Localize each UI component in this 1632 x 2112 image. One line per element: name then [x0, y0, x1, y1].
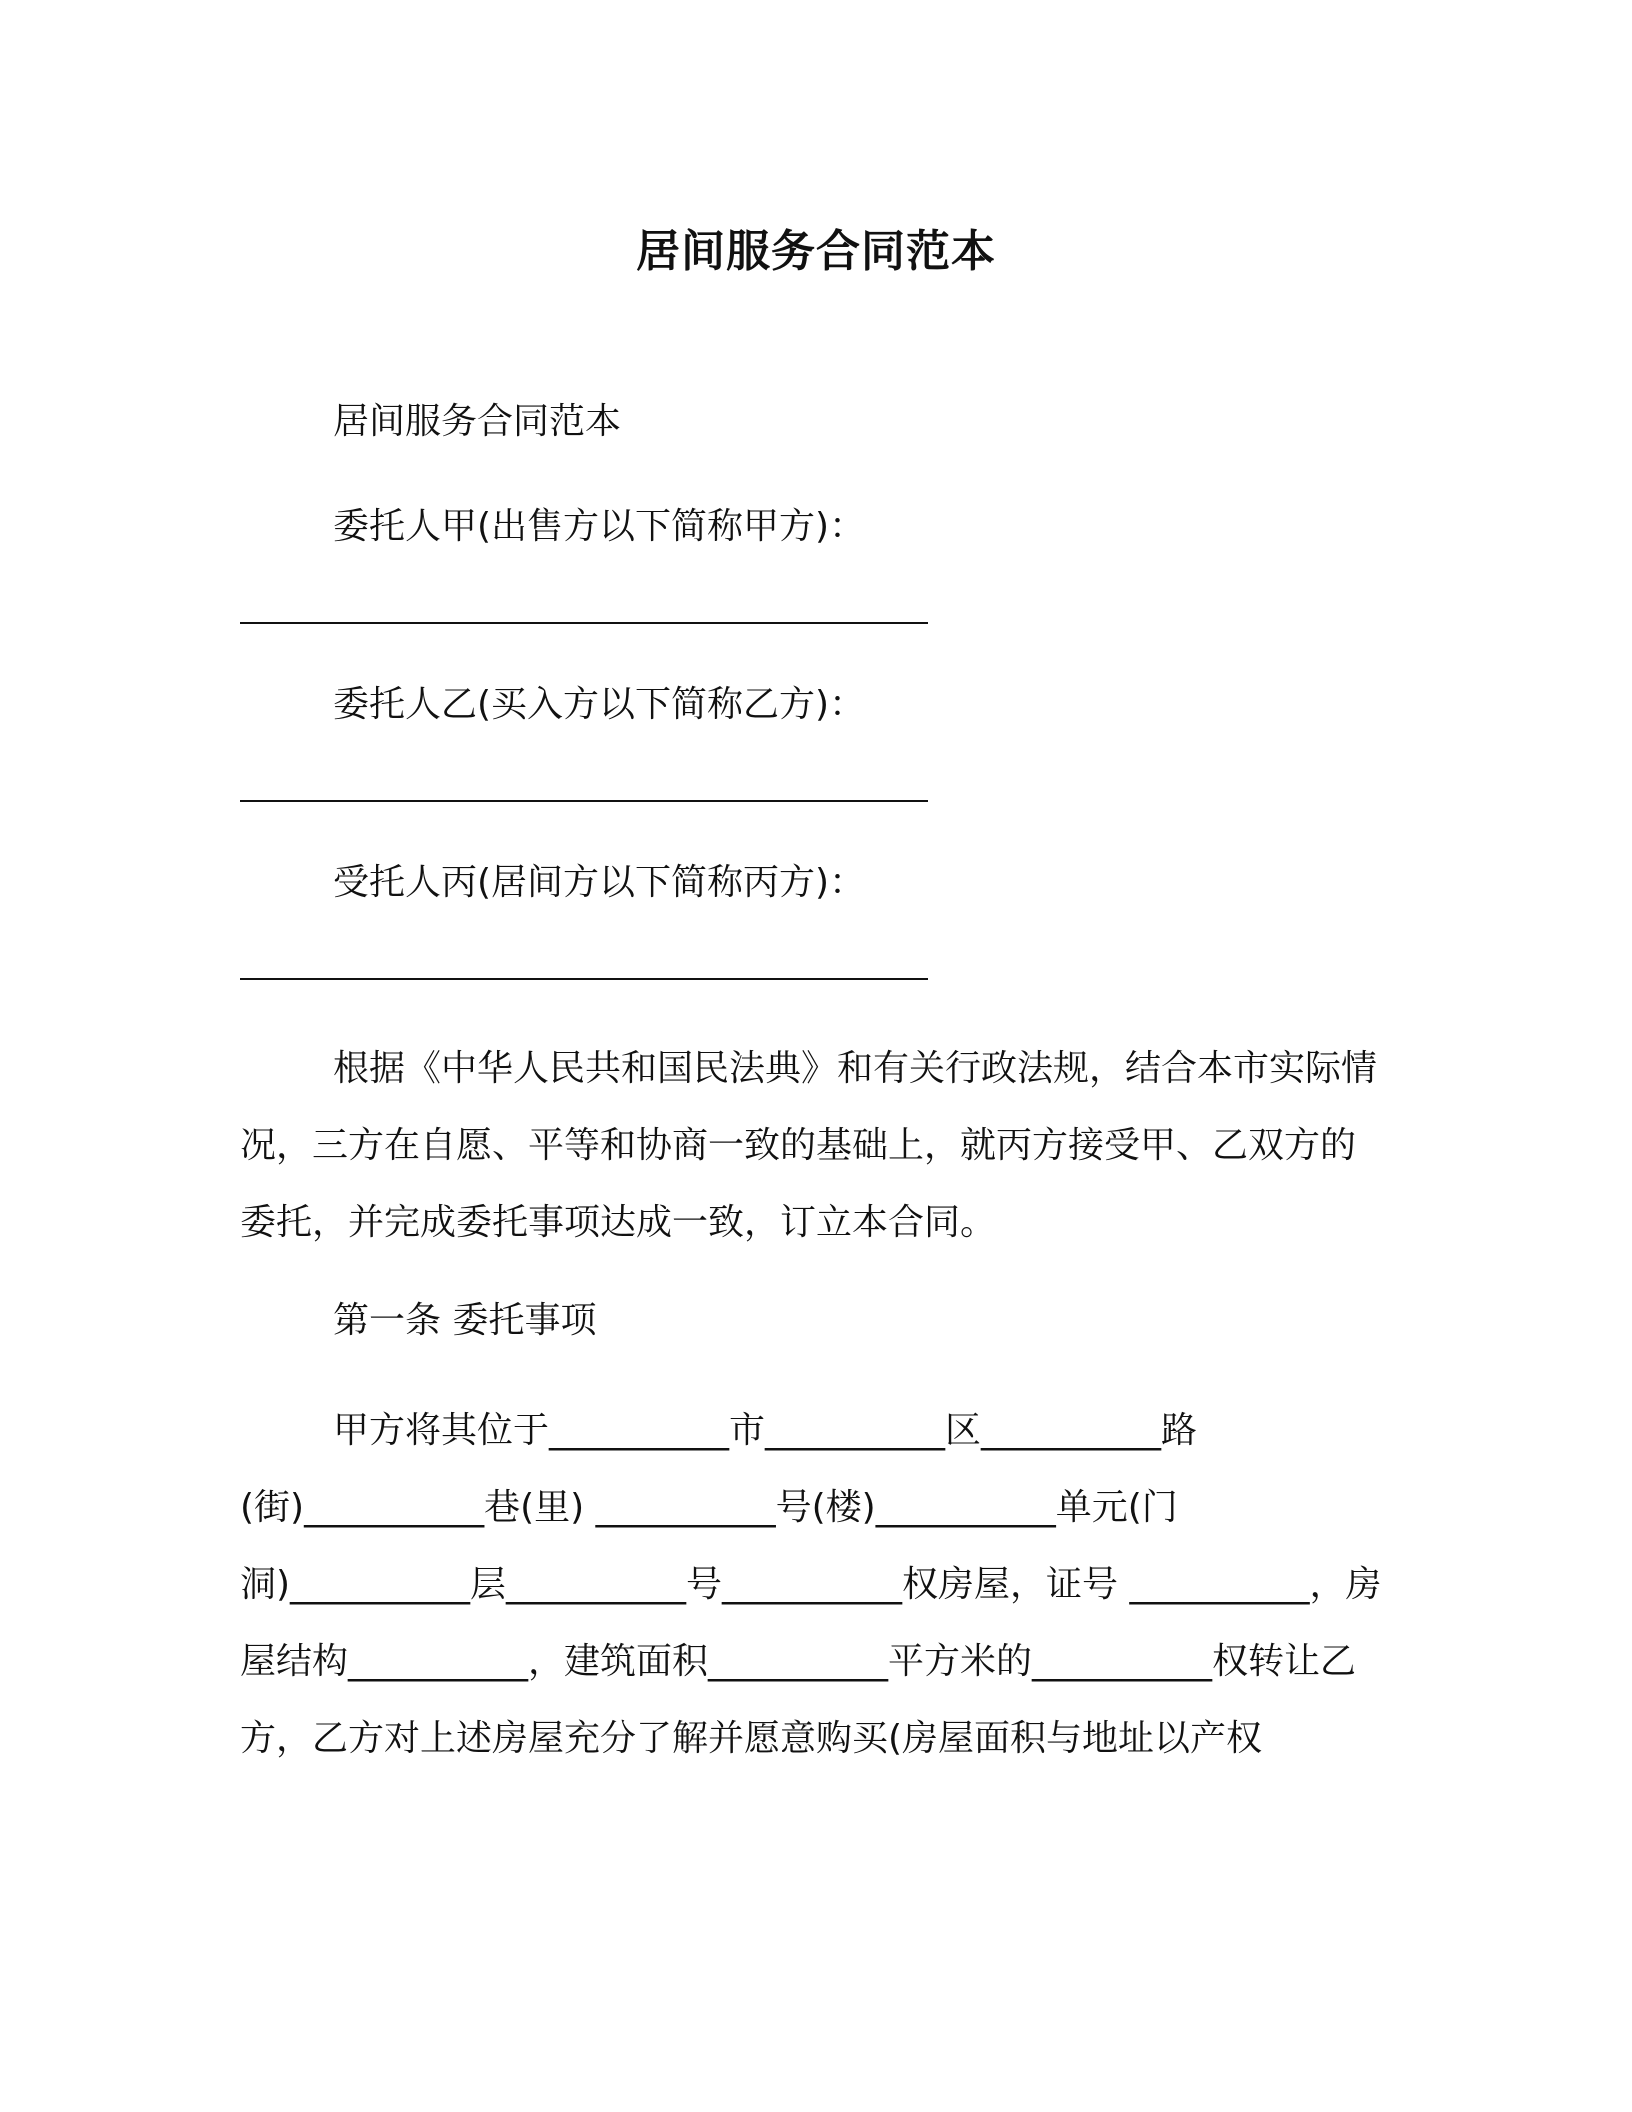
party-a-blank-line: [240, 622, 928, 624]
preamble-paragraph: 根据《中华人民共和国民法典》和有关行政法规，结合本市实际情况，三方在自愿、平等和协商一致的基础上，就丙方接受甲、乙双方的委托，并完成委托事项达成一致，订立本合同。: [240, 1048, 1378, 1243]
party-c-blank-line: [240, 978, 928, 980]
article-1-text: 甲方将其位于__________市__________区__________路(街)__________巷(里) __________号(楼)__________单元(门洞)__________层__________号__________权房屋，证号 __________，房屋结构__________，建筑面积__________平方米的__________权转让乙方，乙方对上述房屋充分了解并愿意购买(房屋面积与地址以产权: [240, 1410, 1382, 1759]
document-subtitle: 居间服务合同范本: [333, 401, 622, 442]
party-c-label: 受托人丙(居间方以下简称丙方)：: [333, 862, 866, 903]
party-b-label: 委托人乙(买入方以下简称乙方)：: [333, 684, 866, 725]
article-1-heading: 第一条 委托事项: [333, 1300, 597, 1341]
party-b-blank-line: [240, 800, 928, 802]
party-a-label: 委托人甲(出售方以下简称甲方)：: [333, 506, 866, 547]
document-title: 居间服务合同范本: [636, 226, 996, 277]
